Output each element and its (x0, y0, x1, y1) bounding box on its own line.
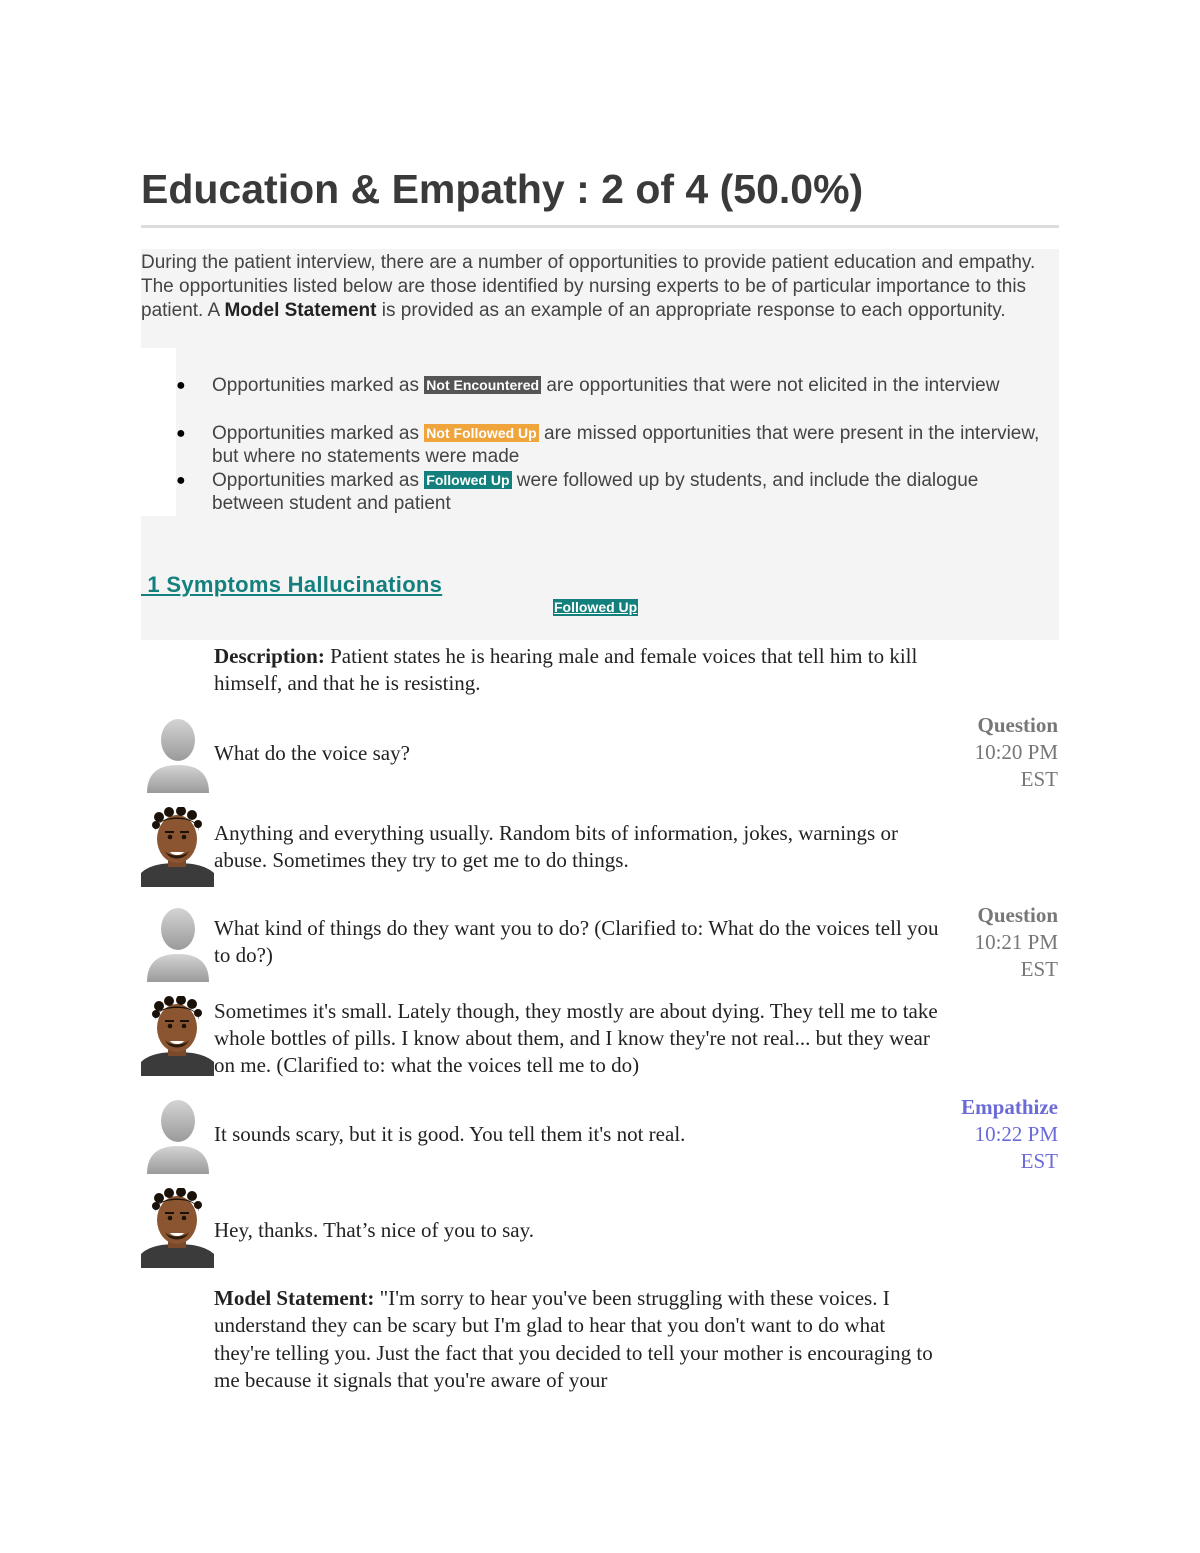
description-text: Patient states he is hearing male and female voices that tell him to kill himself, and that he is resisting. (214, 644, 918, 695)
dialogue-kind: Empathize (961, 1095, 1058, 1119)
model-statement (214, 1285, 944, 1394)
intro-text-after: is provided as an example of an appropriate response to each opportunity. (376, 300, 1006, 321)
dialogue-kind: Question (977, 903, 1058, 927)
followed-up-badge: Followed Up (426, 472, 510, 488)
dialogue-kind: Question (977, 713, 1058, 737)
patient-avatar-icon (141, 1188, 214, 1268)
dialogue-timezone: EST (1020, 767, 1058, 791)
dialogue-message-student: What do the voice say? (214, 741, 410, 765)
bullet-icon: ● (176, 472, 186, 489)
legend-suffix: are opportunities that were not elicited in the interview (546, 375, 1000, 396)
intro-paragraph (141, 251, 1046, 323)
page-title: Education & Empathy : 2 of 4 (50.0%) (141, 166, 864, 212)
dialogue-meta (918, 902, 1058, 983)
patient-avatar-icon (141, 807, 214, 887)
section-status-badge[interactable]: Followed Up (554, 599, 638, 615)
dialogue-message-patient: Hey, thanks. That’s nice of you to say. (214, 1218, 534, 1242)
dialogue-time: 10:20 PM (974, 740, 1058, 764)
dialogue-time: 10:21 PM (974, 930, 1058, 954)
student-avatar-icon (141, 902, 214, 982)
description-label: Description: (214, 644, 325, 668)
intro-text-before: During the patient interview, there are a number of opportunities to provide patient education and empathy. The opportunities listed below are those identified by nursing experts to be of particular importance to this patient. A (141, 252, 1036, 321)
student-avatar-icon (141, 1094, 214, 1174)
section-title-link[interactable]: 1 Symptoms Hallucinations (141, 572, 443, 597)
dialogue-message-patient: Sometimes it's small. Lately though, they mostly are about dying. They tell me to take whole bottles of pills. I know about them, and I know they're not real... but they wear on me. (Clarified to: what the voices tell me to do) (214, 999, 938, 1077)
dialogue-timezone: EST (1020, 957, 1058, 981)
title-divider (141, 225, 1059, 228)
dialogue-meta (918, 1094, 1058, 1175)
legend-prefix: Opportunities marked as (212, 423, 419, 444)
student-avatar-icon (141, 713, 214, 793)
intro-panel-notch (141, 348, 176, 516)
legend-suffix: are missed opportunities that were present in the interview, but where no statements were made (212, 423, 1040, 467)
section-description (214, 643, 934, 697)
bullet-icon: ● (176, 377, 186, 394)
dialogue-meta (918, 712, 1058, 793)
bullet-icon: ● (176, 425, 186, 442)
dialogue-message-student: It sounds scary, but it is good. You tell them it's not real. (214, 1122, 686, 1146)
legend-prefix: Opportunities marked as (212, 375, 419, 396)
patient-avatar-icon (141, 996, 214, 1076)
model-statement-label: Model Statement: (214, 1286, 375, 1310)
model-statement-term: Model Statement (224, 300, 377, 321)
dialogue-message-patient: Anything and everything usually. Random bits of information, jokes, warnings or abuse. Sometimes they try to get me to do things. (214, 821, 898, 872)
not-encountered-badge: Not Encountered (426, 377, 540, 393)
model-statement-text: "I'm sorry to hear you've been struggling with these voices. I understand they can be scary but I'm glad to hear that you don't want to do what they're telling you. Just the fact that you decided to tell your mother is encouraging to me because it signals that you're aware of your (214, 1286, 933, 1392)
not-followed-up-badge: Not Followed Up (426, 425, 537, 441)
dialogue-timezone: EST (1020, 1149, 1058, 1173)
dialogue-message-student: What kind of things do they want you to do? (Clarified to: What do the voices tell you to do?) (214, 916, 939, 967)
dialogue-time: 10:22 PM (974, 1122, 1058, 1146)
legend-prefix: Opportunities marked as (212, 470, 419, 491)
legend-suffix: were followed up by students, and include the dialogue between student and patient (212, 470, 979, 514)
